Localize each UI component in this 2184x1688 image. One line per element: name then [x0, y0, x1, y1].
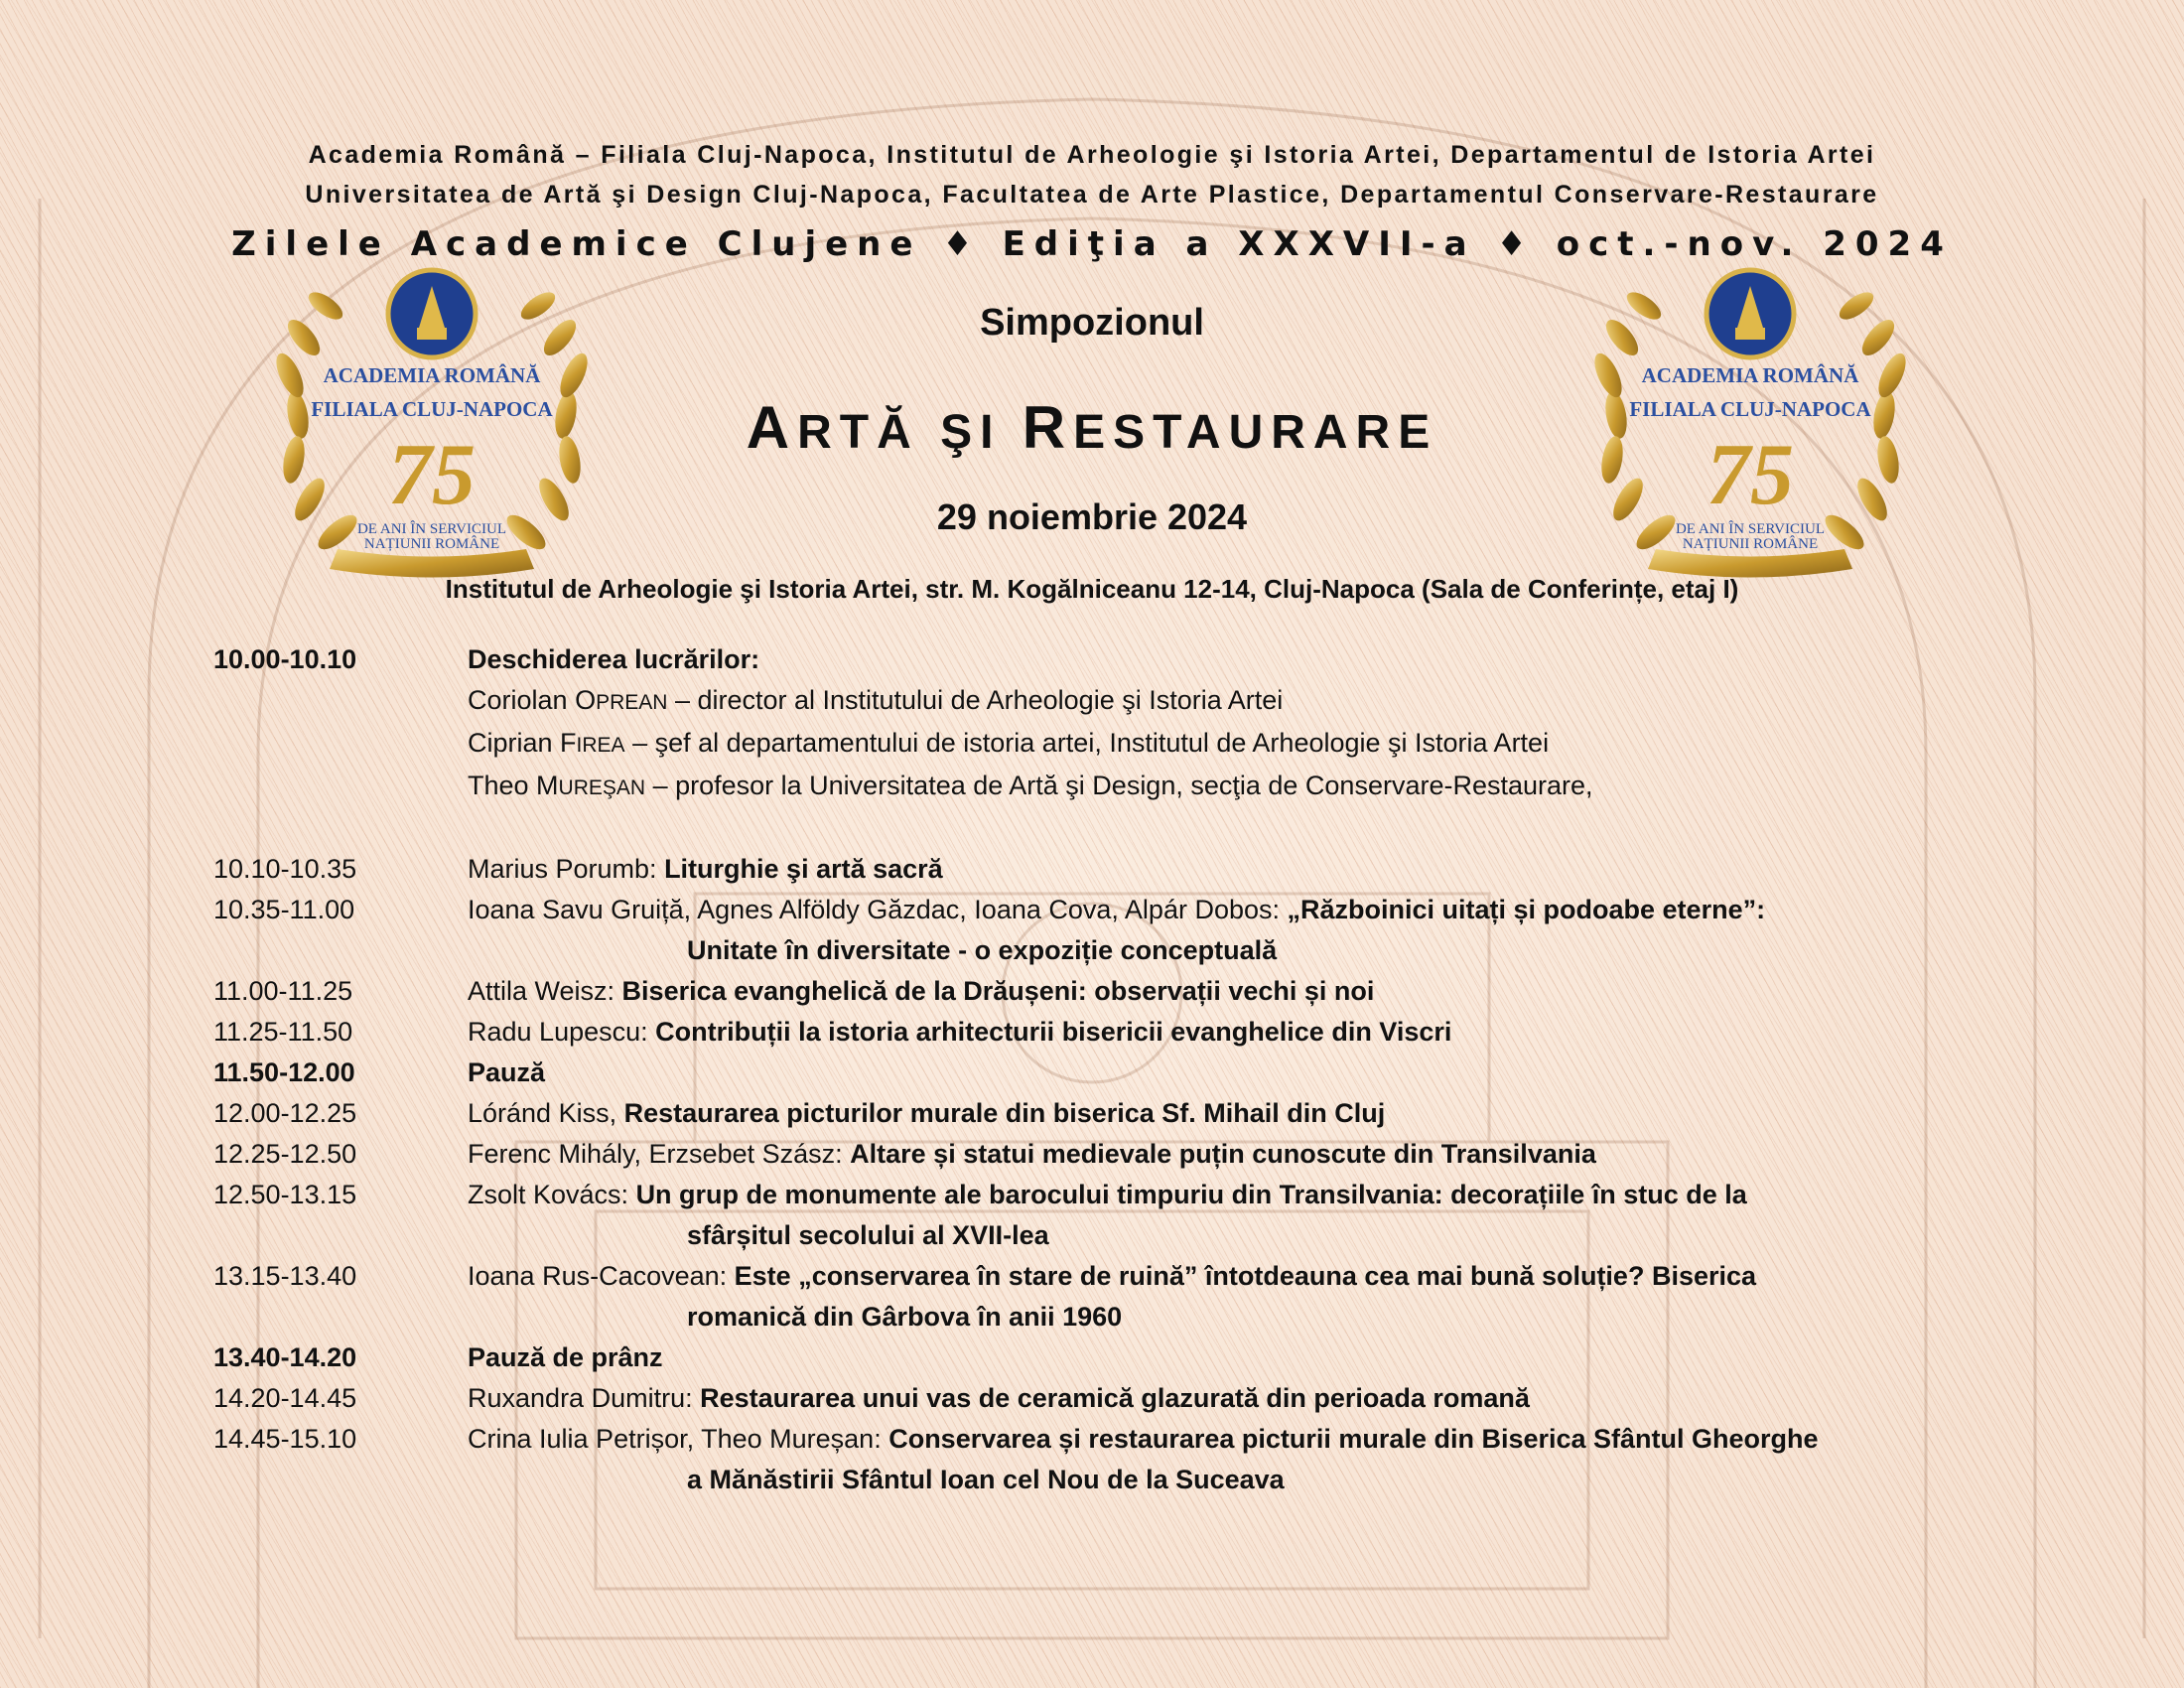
program-row: [213, 1419, 1926, 1460]
program-row: [213, 1134, 1926, 1175]
talk-authors: Radu Lupescu:: [468, 1017, 656, 1047]
talk-title-continued: a Mănăstirii Sfântul Ioan cel Nou de la Suceava: [687, 1465, 1285, 1494]
emblem-ribbon-line-2: NAȚIUNII ROMÂNE: [1682, 536, 1819, 552]
speaker-role: – şef al departamentului de istoria artei, Institutul de Arheologie şi Istoria Artei: [624, 728, 1550, 758]
title-part: RTĂ ŞI: [797, 406, 1023, 459]
speaker-last-name: PREAN: [596, 691, 668, 714]
program-row: [213, 890, 1926, 930]
program-row: [213, 1012, 1926, 1053]
organizer-line-2: Universitatea de Artă şi Design Cluj-Napoca, Facultatea de Arte Plastice, Departamentul Conservare-Restaurare: [305, 181, 1879, 209]
emblem-line-2: FILIALA CLUJ-NAPOCA: [311, 397, 553, 421]
break-label: Pauză de prânz: [468, 1342, 663, 1372]
time-slot: 10.00-10.10: [213, 644, 357, 674]
talk-authors: Lóránd Kiss,: [468, 1098, 624, 1128]
talk-authors: Attila Weisz:: [468, 976, 622, 1006]
opening-title: Deschiderea lucrărilor:: [468, 644, 760, 674]
opening-speaker: [213, 680, 1926, 723]
title-part: A: [746, 394, 798, 461]
event-series-line: Zilele Academice Clujene ♦ Ediţia a XXXVII-a ♦ oct.-nov. 2024: [231, 224, 1953, 264]
time-slot: 10.35-11.00: [213, 895, 355, 924]
time-slot: 13.15-13.40: [213, 1261, 357, 1291]
speaker-last-name: UREŞAN: [558, 776, 646, 799]
time-slot: 12.25-12.50: [213, 1139, 357, 1169]
emblem-ribbon-line-1: DE ANI ÎN SERVICIUL: [356, 521, 507, 537]
emblem-ribbon-line-1: DE ANI ÎN SERVICIUL: [1675, 521, 1826, 537]
emblem-line-2: FILIALA CLUJ-NAPOCA: [1629, 397, 1871, 421]
program-row-continued: [213, 1297, 1926, 1337]
talk-authors: Ioana Savu Gruiță, Agnes Alföldy Găzdac, Ioana Cova, Alpár Dobos:: [468, 895, 1288, 924]
program-row: [213, 1093, 1926, 1134]
break-row: [213, 1337, 1926, 1378]
time-slot: 12.50-13.15: [213, 1180, 357, 1209]
time-slot: 13.40-14.20: [213, 1342, 357, 1372]
talk-authors: Zsolt Kovács:: [468, 1180, 636, 1209]
talk-title: Restaurarea picturilor murale din biserica Sf. Mihail din Cluj: [623, 1098, 1386, 1128]
speaker-role: – director al Institutului de Arheologie şi Istoria Artei: [667, 685, 1284, 715]
talk-title-continued: romanică din Gârbova în anii 1960: [687, 1302, 1123, 1332]
emblem-number: 75: [388, 427, 476, 523]
time-slot: 11.25-11.50: [213, 1017, 353, 1047]
talk-title: Liturghie şi artă sacră: [664, 854, 943, 884]
emblem-ribbon-line-2: NAȚIUNII ROMÂNE: [363, 536, 500, 552]
speaker-last-name-initial: F: [560, 728, 577, 758]
emblem-line-1: ACADEMIA ROMÂNĂ: [323, 363, 541, 387]
symposium-label: Simpozionul: [980, 302, 1204, 344]
speaker-first-name: Coriolan: [468, 685, 576, 715]
program-row: [213, 1256, 1926, 1297]
event-date: 29 noiembrie 2024: [936, 496, 1248, 537]
symposium-title: [0, 393, 2184, 462]
time-slot: 12.00-12.25: [213, 1098, 357, 1128]
emblem-line-1: ACADEMIA ROMÂNĂ: [1641, 363, 1859, 387]
talk-title-continued: sfârșitul secolului al XVII-lea: [687, 1220, 1049, 1250]
talk-title: Conservarea și restaurarea picturii murale din Biserica Sfântul Gheorghe: [888, 1424, 1819, 1454]
speaker-first-name: Theo: [468, 771, 537, 800]
time-slot: 14.45-15.10: [213, 1424, 357, 1454]
talk-title: Un grup de monumente ale barocului timpuriu din Transilvania: decorațiile în stuc de la: [635, 1180, 1747, 1209]
speaker-last-name-initial: O: [575, 685, 597, 715]
speaker-role: – profesor la Universitatea de Artă şi Design, secţia de Conservare-Restaurare,: [645, 771, 1593, 800]
talk-authors: Ruxandra Dumitru:: [468, 1383, 701, 1413]
program-row-continued: [213, 930, 1926, 971]
talk-title: „Războinici uitați și podoabe eterne”:: [1287, 895, 1766, 924]
talk-title-continued: Unitate în diversitate - o expoziție conceptuală: [687, 935, 1278, 965]
break-label: Pauză: [468, 1057, 546, 1087]
speaker-last-name: IREA: [576, 734, 625, 757]
program-row: [213, 849, 1926, 890]
event-venue: Institutul de Arheologie şi Istoria Artei, str. M. Kogălniceanu 12-14, Cluj-Napoca (Sala de Conferințe, etaj I): [445, 574, 1739, 604]
talk-title: Altare și statui medievale puțin cunoscute din Transilvania: [850, 1139, 1596, 1169]
time-slot: 10.10-10.35: [213, 854, 357, 884]
talk-authors: Ioana Rus-Cacovean:: [468, 1261, 735, 1291]
program-row-continued: [213, 1460, 1926, 1500]
opening-speaker: [213, 723, 1926, 766]
speaker-first-name: Ciprian: [468, 728, 561, 758]
program-schedule: [213, 639, 1926, 1500]
speaker-last-name-initial: M: [536, 771, 559, 800]
title-part: R: [1022, 394, 1074, 461]
talk-title: Restaurarea unui vas de ceramică glazurată din perioada romană: [700, 1383, 1530, 1413]
talk-title: Este „conservarea în stare de ruină” întotdeauna cea mai bună soluție? Biserica: [734, 1261, 1757, 1291]
break-row: [213, 1053, 1926, 1093]
opening-speaker: [213, 766, 1926, 808]
talk-title: Contribuții la istoria arhitecturii bisericii evanghelice din Viscri: [655, 1017, 1452, 1047]
talk-authors: Ferenc Mihály, Erzsebet Szász:: [468, 1139, 851, 1169]
opening-row: [213, 639, 1926, 680]
title-part: ESTAURARE: [1073, 406, 1438, 459]
talk-authors: Crina Iulia Petrișor, Theo Mureșan:: [468, 1424, 889, 1454]
time-slot: 14.20-14.45: [213, 1383, 357, 1413]
program-row: [213, 971, 1926, 1012]
program-row-continued: [213, 1215, 1926, 1256]
time-slot: 11.50-12.00: [213, 1057, 355, 1087]
time-slot: 11.00-11.25: [213, 976, 353, 1006]
program-row: [213, 1175, 1926, 1215]
talk-title: Biserica evanghelică de la Drăușeni: observații vechi și noi: [621, 976, 1375, 1006]
organizer-line-1: Academia Română – Filiala Cluj-Napoca, Institutul de Arheologie şi Istoria Artei, Departamentul de Istoria Artei: [308, 141, 1876, 169]
talk-authors: Marius Porumb:: [468, 854, 665, 884]
program-row: [213, 1378, 1926, 1419]
emblem-number: 75: [1706, 427, 1794, 523]
